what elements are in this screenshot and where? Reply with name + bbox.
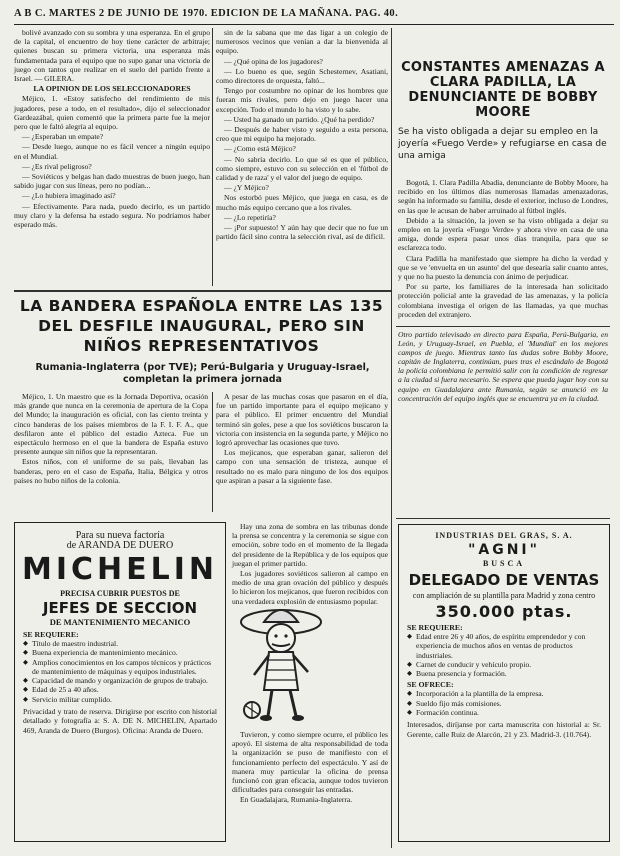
right-intro: Se ha visto obligada a dejar su empleo en la joyería «Fuego Verde» y refugiarse en casa de una amiga (398, 127, 607, 161)
ad-line: PRECISA CUBRIR PUESTOS DE (60, 589, 180, 598)
right-headline: CONSTANTES AMENAZAS A CLARA PADILLA, LA DENUNCIANTE DE BOBBY MOORE (401, 60, 605, 120)
mascot-caricature (236, 600, 326, 728)
column-rule (212, 28, 213, 286)
paragraph: Los mejicanos, que esperaban ganar, salieron del campo con una sensación de tristeza, aunque el resultado no es malo para ninguno de los dos equipos que aspiran a pasar a la siguiente fase. (216, 448, 388, 485)
paragraph: — Soviéticos y belgas han dado muestras de buen juego, han sabido jugar con sus líneas, pero no podían... (14, 172, 210, 191)
ad-position: DELEGADO DE VENTAS (408, 571, 600, 589)
list-item: ◆ Edad entre 26 y 40 años, de espíritu emprendedor y con experiencia de muchos años en ventas de productos industriales. (407, 632, 601, 660)
section-rule (14, 290, 391, 292)
michelin-logo: MICHELIN (21, 552, 219, 587)
ad-line: con ampliación de su plantilla para Madrid y zona centro (412, 591, 596, 600)
paragraph: Tengo por costumbre no opinar de los hombres que fueran mis rivales, pero dejo en juego hacer una excepción. Todo el mundo lo ha visto y lo sabe. (216, 86, 388, 114)
ad-requirements-label: SE REQUIERE: (407, 623, 463, 632)
paragraph: Los jugadores soviéticos salieron al campo en medio de una gran ovación del público y después lo hicieron los mejicanos, que fueron recibidos con una verdadera explosión de entusiasmo popular. (232, 569, 388, 606)
column-2-top (216, 28, 388, 286)
paragraph: — Después de haber visto y seguido a esta persona, creo que mi equipo ha mejorado. (216, 125, 388, 144)
list-item: ◆ Capacidad de mando y organización de grupos de trabajo. (23, 676, 217, 685)
column-1-top (14, 28, 210, 286)
paragraph: — Desde luego, aunque no es fácil vencer a ningún equipo en el Mundial. (14, 142, 210, 161)
list-item: ◆ Título de maestro industrial. (23, 639, 217, 648)
ad-line: INDUSTRIAS DEL GRAS, S. A. (435, 531, 573, 540)
paragraph: bolivé avanzado con su sombra y una esperanza. En el grupo de la capital, el encuentro de hoy tiene carácter de arbitraje; quienes buscan su primera victoria, una esperanza más fundamentada para el equipo que no supo ganar una victoria de juego con tantos que realizar en el suelo del partido frente a Israel. — GILERA. (14, 28, 210, 84)
paragraph: — Efectivamente. Para nada, puedo decirlo, es un partido muy claro y la defensa ha estado segura. No podríamos haber esperado más. (14, 201, 210, 230)
center-kicker: Rumania-Inglaterra (por TVE); Perú-Bulgaria y Uruguay-Israel, completan la primera jornada (35, 362, 370, 385)
list-item: ◆ Amplios conocimientos en los campos técnicos y prácticos de mantenimiento de máquinas y equipos industriales. (23, 658, 217, 677)
paragraph: A pesar de las muchas cosas que pasaron en el día, fue un partido importante para el equipo mejicano y para el público. El primer encuentro del Mundial terminó sin goles, pese a que los soviéticos buscaron la victoria con insistencia en la segunda parte, y Méjico no logró aprovechar las ocasiones que tuvo. (216, 392, 388, 448)
list-item: ◆ Sueldo fijo más comisiones. (407, 699, 601, 708)
paragraph: — ¿Lo repetiría? (224, 212, 276, 222)
column-rule (391, 28, 392, 848)
paragraph: Hay una zona de sombra en las tribunas donde la prensa se concentra y la ceremonia se sigue con emoción, sobre todo en el momento de la llegada del presidente de la República y de los equipos que juegan el primer partido. (232, 522, 388, 568)
paragraph: En Guadalajara, Rumania-Inglaterra. (240, 795, 353, 805)
center-column-2 (216, 392, 388, 512)
ad-line: Para su nueva factoría (75, 530, 165, 541)
section-rule (396, 326, 610, 327)
paragraph: Estos niños, con el uniforme de su país, llevaban las banderas, pero en el caso de España, Italia, Bélgica y otros países no hubo niños de la colonia. (14, 457, 208, 485)
list-item: ◆ Incorporación a la plantilla de la empresa. (407, 689, 601, 698)
ad-offers-label: SE OFRECE: (407, 680, 454, 690)
ad-line: DE MANTENIMIENTO MECANICO (49, 617, 191, 627)
page-header: A B C. MARTES 2 DE JUNIO DE 1970. EDICION DE LA MAÑANA. PAG. 40. (14, 8, 614, 25)
ad-requirements (23, 639, 217, 704)
paragraph: — Lo bueno es que, según Schesternev, Asatiani, como directores de orquesta, faltó... (216, 66, 388, 86)
ad-footer: Interesados, diríjanse por carta manuscrita con historial a: Sr. Gerente, calle Ruiz de Alarcón, 21 y 23. Madrid-3. (10.764). (407, 720, 601, 739)
center-column-3-bottom (232, 730, 388, 842)
paragraph: Clara Padilla ha manifestado que siempre ha dicho la verdad y que se ve 'envuelta en un asunto' del que desearía salir cuanto antes, y que no ha puesto la denuncia con ánimo de perjudicar. (398, 253, 608, 282)
subhead-opinion: LA OPINION DE LOS SELECCIONADORES (33, 84, 191, 94)
ad-line: BUSCA (482, 559, 526, 568)
paragraph: — ¿Esperaban un empate? (22, 132, 104, 142)
paragraph: Tuvieron, y como siempre ocurre, el público les apoyó. El sistema de alta responsabilidad de toda la organización se puso de manifiesto con el funcionamiento perfecto del espectáculo. Y así de manera muy particular la oficina de prensa funcionó con gran eficacia, aunque todos tuvieron dificultades para conseguir las entradas. (232, 730, 388, 795)
right-column-text (398, 178, 608, 322)
agni-ad (398, 524, 610, 842)
paragraph: — ¿Como está Méjico? (224, 144, 296, 154)
center-column-3-top (232, 522, 388, 606)
list-item: ◆ Formación continua. (407, 708, 601, 717)
list-item: ◆ Carnet de conducir y vehículo propio. (407, 660, 601, 669)
paragraph: — ¿Lo hubiera imaginado así? (22, 191, 116, 201)
list-item: ◆ Servicio militar cumplido. (23, 695, 217, 704)
ad-line: de ARANDA DE DUERO (66, 540, 174, 551)
agni-logo: "AGNI" (468, 542, 540, 558)
ad-position: JEFES DE SECCION (42, 599, 198, 617)
section-rule (396, 518, 610, 519)
paragraph: Méjico, 1. Un maestro que es la Jornada Deportiva, ocasión más grande que nunca en la ceremonia de apertura de la Copa del Mundo; la inauguración es oficial, con las ciento treinta y cinco banderas de los países miembros de la F. I. F. A., que desfilaron ante el público del estadio Azteca. Fue un espectáculo hermoso en el que la bandera de España estuvo presente aunque sin niños que la representaran. (14, 392, 208, 457)
list-item: ◆ Buena presencia y formación. (407, 669, 601, 678)
paragraph: — Usted ha ganado un partido. ¿Qué ha perdido? (224, 114, 375, 124)
ad-offers (407, 689, 601, 717)
paragraph: — ¿Y Méjico? (224, 183, 269, 193)
list-item: ◆ Edad de 25 a 40 años. (23, 685, 217, 694)
paragraph: — ¿Es rival peligroso? (22, 161, 92, 171)
television-note: Otro partido televisado en directo para España, Perú-Bulgaria, en León, y Uruguay-Israel, en Puebla, el 'Mundial' en los mejores campos de juego. Mientras tanto las dudas sobre Bobby Moore, capitán de Inglaterra, continúan, pues tras el escándalo de Bogotá la policía colombiana le permitió salir con la condición de regresar a la ciudad si fuera necesario. Se espera que pueda jugar hoy con su equipo en Guadalajara ante Rumania, según se anunció en la concentración del equipo inglés que se encuentra ya en la ciudad. (398, 330, 608, 403)
michelin-ad (14, 522, 226, 842)
paragraph: Méjico, 1. «Estoy satisfecho del rendimiento de mis jugadores, pese a todo, en el resultado», dijo el seleccionador Gardeazábal, quien comentó que la primera parte fue la mejor pero que le faltó alegría al equipo. (14, 94, 210, 132)
paragraph: Bogotá, 1. Clara Padilla Abadía, denunciante de Bobby Moore, ha recibido en los últimos días numerosas llamadas amenazadoras, según ha informado su familia, desde el exterior, incluso de Londres, en las que le acusan de haber arruinado al fútbol inglés. (398, 178, 608, 215)
paragraph: sin de la sabana que me das ligar a un colegio de numerosos vecinos que venían a dar la bienvenida al equipo. (216, 28, 388, 56)
paragraph: Nos estorbó pues Méjico, que juega en casa, es de mucho más equipo cercano que a los rivales. (216, 193, 388, 212)
paragraph: — ¡Por supuesto! Y aún hay que decir que no fue un partido fácil sino contra la selección rival, así de difícil. (216, 223, 388, 242)
center-headline: LA BANDERA ESPAÑOLA ENTRE LAS 135 DEL DESFILE INAUGURAL, PERO SIN NIÑOS REPRESENTATIVOS (19, 297, 384, 355)
ad-requirements-label: SE REQUIERE: (23, 630, 79, 639)
paragraph: — ¿Qué opina de los jugadores? (224, 56, 323, 66)
ad-salary: 350.000 ptas. (435, 602, 573, 621)
paragraph: — No sabría decirlo. Lo que sé es que el público, como siempre, estuvo con su selección en el 'fútbol de calidad y de raza' y el valor del juego de equipo. (216, 154, 388, 183)
paragraph: Por su parte, los familiares de la interesada han solicitado protección policial ante la gravedad de las amenazas, y la policía colombiana investiga el origen de las llamadas, ya que muchas proceden del extranjero. (398, 282, 608, 319)
list-item: ◆ Buena experiencia de mantenimiento mecánico. (23, 648, 217, 657)
ad-requirements (407, 632, 601, 678)
column-rule (212, 392, 213, 512)
ad-footer: Privacidad y trato de reserva. Dirigirse por escrito con historial detallado y fotografía a: S. A. DE N. MICHELIN, Apartado 469, Aranda de Duero (Burgos). Oficina: Aranda de Duero. (23, 707, 217, 735)
paragraph: Debido a la situación, la joven se ha visto obligada a dejar su empleo en la joyería «Fuego Verde» y ahora vive en casa de una amiga, donde espera pasar unos días tranquila, para que se esclarezca todo. (398, 215, 608, 253)
center-column-1 (14, 392, 208, 512)
